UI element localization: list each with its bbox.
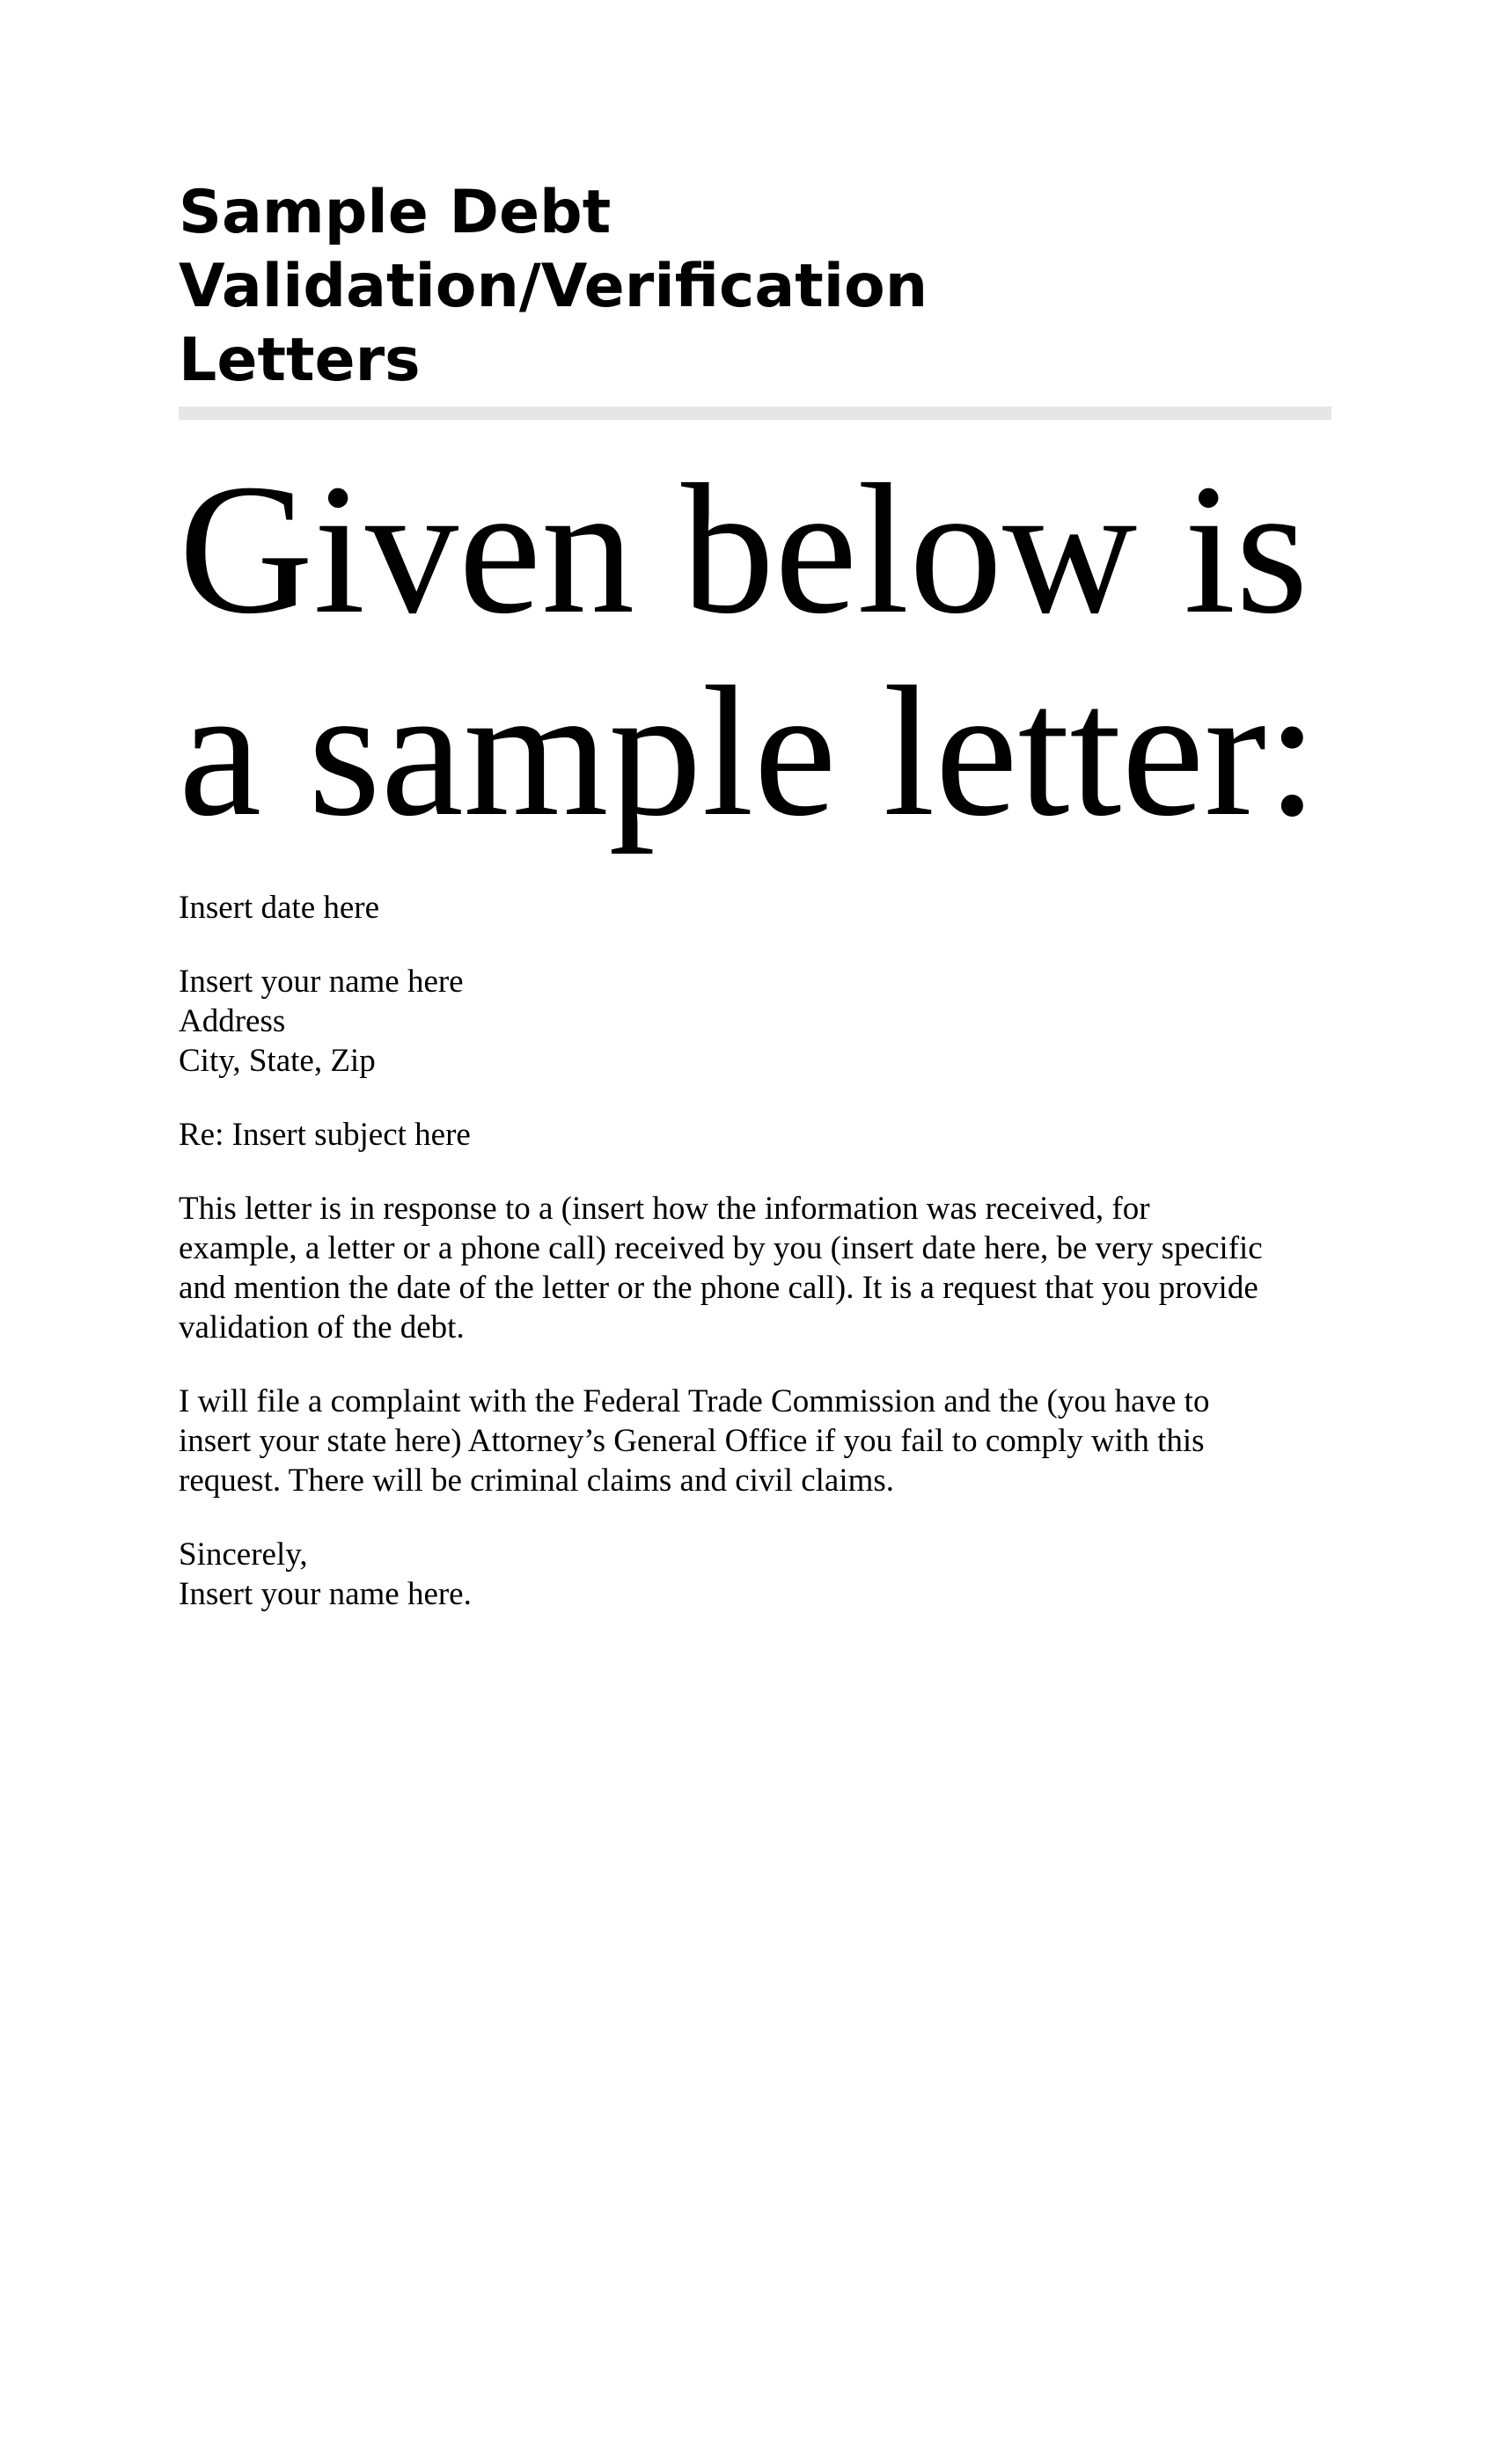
- document-title: [179, 176, 1331, 398]
- document-title-line: Sample Debt Validation/Verification: [179, 178, 928, 321]
- paragraph-line: insert your state here) Attorney’s General Office if you fail to comply with this: [179, 1423, 1205, 1459]
- paragraph-line: and mention the date of the letter or the phone call). It is a request that you provide: [179, 1270, 1258, 1306]
- letter-signature: Insert your name here.: [179, 1576, 472, 1612]
- sender-address: Address: [179, 1003, 286, 1039]
- document-title-line: Letters: [179, 326, 421, 395]
- sender-name: Insert your name here: [179, 964, 464, 1000]
- intro-heading-line: Given below is: [179, 445, 1309, 652]
- letter-subject: Re: Insert subject here: [179, 1117, 471, 1153]
- letter-date: Insert date here: [179, 890, 380, 926]
- document-page: [179, 176, 1331, 1648]
- letter-body: [179, 888, 1331, 1614]
- sender-block: [179, 962, 1331, 1081]
- intro-heading: [179, 445, 1331, 854]
- paragraph-line: request. There will be criminal claims and civil claims.: [179, 1463, 895, 1499]
- paragraph-line: example, a letter or a phone call) received by you (insert date here, be very specific: [179, 1230, 1263, 1266]
- sender-city-state-zip: City, State, Zip: [179, 1043, 376, 1079]
- letter-paragraph: [179, 1382, 1331, 1500]
- letter-paragraph: [179, 1189, 1331, 1347]
- letter-closing: Sincerely,: [179, 1536, 308, 1573]
- title-divider: [179, 407, 1331, 420]
- intro-heading-line: a sample letter:: [179, 648, 1318, 854]
- letter-closing-block: [179, 1535, 1331, 1614]
- paragraph-line: validation of the debt.: [179, 1309, 465, 1346]
- paragraph-line: I will file a complaint with the Federal Trade Commission and the (you have to: [179, 1383, 1210, 1419]
- paragraph-line: This letter is in response to a (insert how the information was received, for: [179, 1191, 1150, 1227]
